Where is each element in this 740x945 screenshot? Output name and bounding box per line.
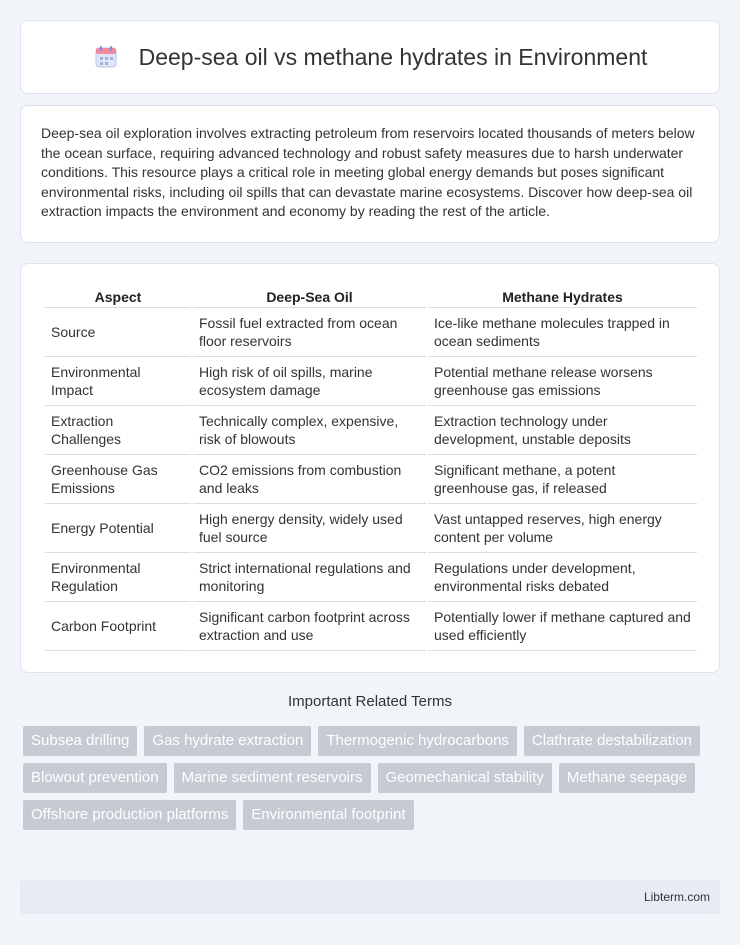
table-cell-methane-hydrates: Vast untapped reserves, high energy content per volume xyxy=(428,504,697,553)
related-term-tag[interactable]: Blowout prevention xyxy=(23,763,167,793)
related-terms-list xyxy=(23,726,723,830)
related-terms-heading: Important Related Terms xyxy=(288,693,452,710)
related-term-tag[interactable]: Marine sediment reservoirs xyxy=(174,763,371,793)
table-cell-aspect: Environmental Regulation xyxy=(45,553,191,602)
table-row xyxy=(45,553,697,602)
table-cell-deep-sea-oil: Significant carbon footprint across extraction and use xyxy=(193,602,426,651)
table-cell-aspect: Carbon Footprint xyxy=(45,602,191,651)
table-cell-deep-sea-oil: High energy density, widely used fuel source xyxy=(193,504,426,553)
table-row xyxy=(45,455,697,504)
calendar-icon xyxy=(93,44,119,70)
header-card xyxy=(20,20,720,94)
table-cell-methane-hydrates: Extraction technology under development, unstable deposits xyxy=(428,406,697,455)
footer xyxy=(20,880,720,914)
related-term-tag[interactable]: Clathrate destabilization xyxy=(524,726,700,756)
related-term-tag[interactable]: Geomechanical stability xyxy=(378,763,552,793)
table-cell-deep-sea-oil: CO2 emissions from combustion and leaks xyxy=(193,455,426,504)
comparison-table-card xyxy=(20,263,720,673)
table-cell-methane-hydrates: Regulations under development, environmental risks debated xyxy=(428,553,697,602)
intro-paragraph: Deep-sea oil exploration involves extracting petroleum from reservoirs located thousands of meters below the ocean surface, requiring advanced technology and robust safety measures due to harsh underwater conditions. This resource plays a critical role in meeting global energy demands but poses significant environmental risks, including oil spills that can devastate marine ecosystems. Discover how deep-sea oil extraction impacts the environment and economy by reading the rest of the article. xyxy=(41,125,695,220)
table-row xyxy=(45,602,697,651)
related-term-tag[interactable]: Offshore production platforms xyxy=(23,800,236,830)
table-row xyxy=(45,357,697,406)
table-row xyxy=(45,308,697,357)
table-cell-methane-hydrates: Ice-like methane molecules trapped in ocean sediments xyxy=(428,308,697,357)
table-cell-methane-hydrates: Potentially lower if methane captured and used efficiently xyxy=(428,602,697,651)
table-cell-aspect: Energy Potential xyxy=(45,504,191,553)
related-term-tag[interactable]: Subsea drilling xyxy=(23,726,137,756)
intro-card xyxy=(20,105,720,243)
table-cell-deep-sea-oil: High risk of oil spills, marine ecosystem damage xyxy=(193,357,426,406)
table-header-row xyxy=(45,284,697,308)
table-cell-deep-sea-oil: Fossil fuel extracted from ocean floor reservoirs xyxy=(193,308,426,357)
table-cell-deep-sea-oil: Technically complex, expensive, risk of blowouts xyxy=(193,406,426,455)
column-header-deep-sea-oil: Deep-Sea Oil xyxy=(193,284,426,308)
table-cell-aspect: Source xyxy=(45,308,191,357)
related-term-tag[interactable]: Gas hydrate extraction xyxy=(144,726,311,756)
related-term-tag[interactable]: Methane seepage xyxy=(559,763,695,793)
table-cell-aspect: Extraction Challenges xyxy=(45,406,191,455)
table-cell-aspect: Greenhouse Gas Emissions xyxy=(45,455,191,504)
table-cell-methane-hydrates: Significant methane, a potent greenhouse gas, if released xyxy=(428,455,697,504)
footer-site-link[interactable]: Libterm.com xyxy=(643,890,710,904)
table-cell-deep-sea-oil: Strict international regulations and monitoring xyxy=(193,553,426,602)
table-row xyxy=(45,504,697,553)
table-cell-methane-hydrates: Potential methane release worsens greenhouse gas emissions xyxy=(428,357,697,406)
comparison-table xyxy=(43,284,699,651)
column-header-aspect: Aspect xyxy=(45,284,191,308)
table-row xyxy=(45,406,697,455)
related-term-tag[interactable]: Environmental footprint xyxy=(243,800,413,830)
column-header-methane-hydrates: Methane Hydrates xyxy=(428,284,697,308)
table-cell-aspect: Environmental Impact xyxy=(45,357,191,406)
related-term-tag[interactable]: Thermogenic hydrocarbons xyxy=(318,726,517,756)
page-title: Deep-sea oil vs methane hydrates in Environment xyxy=(138,43,648,70)
